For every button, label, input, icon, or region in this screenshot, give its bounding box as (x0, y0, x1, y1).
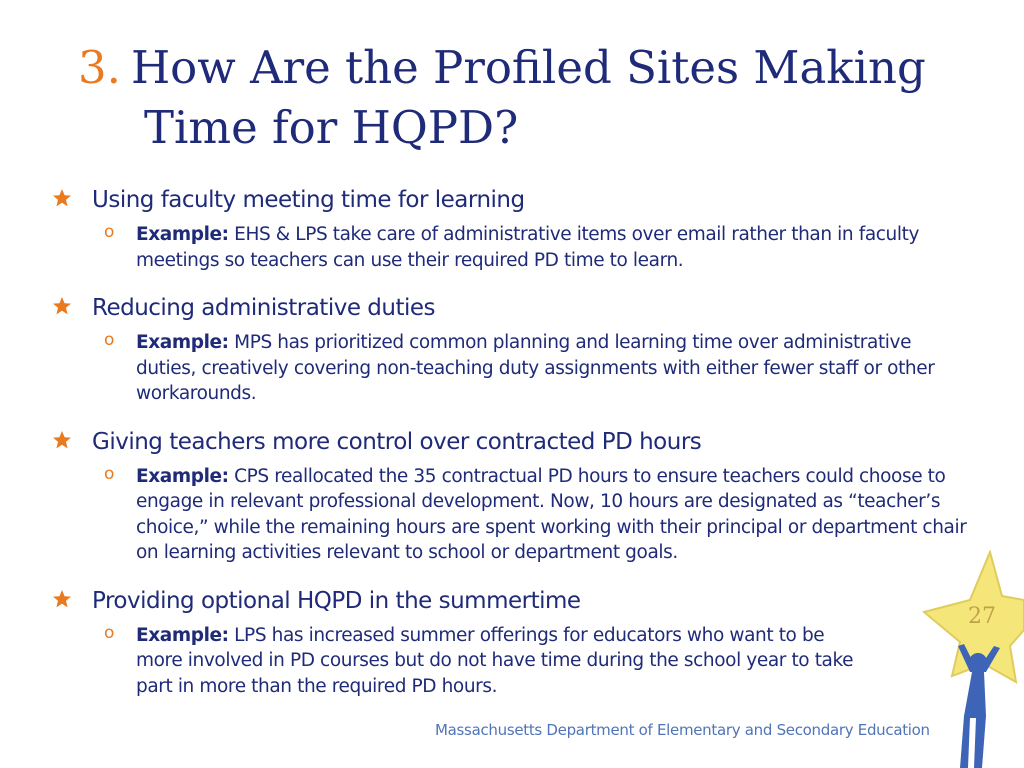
footer-text: Massachusetts Department of Elementary and Secondary Education (435, 721, 930, 739)
star-figure-icon (918, 550, 1024, 768)
example-body: MPS has prioritized common planning and learning time over administrative duties, creatively covering non-teaching duty assignments with either fewer staff or other workarounds. (136, 332, 935, 404)
slide-title (78, 38, 958, 158)
circle-bullet-icon: o (104, 330, 115, 350)
title-line-2: Time for HQPD? (144, 101, 519, 154)
circle-bullet-icon: o (104, 463, 115, 484)
sub-bullet (52, 623, 856, 700)
star-bullet-icon (52, 589, 72, 609)
sub-bullet (52, 464, 972, 566)
bullet-heading: Using faculty meeting time for learning (92, 187, 525, 213)
title-line-1: How Are the Profiled Sites Making (130, 41, 926, 94)
slide-number: 27 (968, 604, 996, 629)
example-text (136, 222, 972, 273)
example-text (136, 623, 856, 700)
circle-bullet-icon: o (104, 222, 115, 242)
star-bullet-icon (52, 188, 72, 208)
bullet-item (52, 292, 972, 407)
bullet-item (52, 426, 972, 566)
star-bullet-icon (52, 296, 72, 316)
circle-bullet-icon: o (104, 622, 115, 643)
example-label: Example: (136, 224, 229, 245)
example-body: CPS reallocated the 35 contractual PD hours to ensure teachers could choose to engage in relevant professional development. Now, 10 hours are designated as “teacher’s choice,” while the remaining hours are spent working with their principal or department chair on learning activities relevant to school or department goals. (136, 465, 967, 563)
example-body: LPS has increased summer offerings for educators who want to be more involved in PD courses but do not have time during the school year to take part in more than the required PD hours. (136, 624, 854, 697)
sub-bullet (52, 330, 972, 407)
bullet-heading: Providing optional HQPD in the summertime (92, 587, 581, 614)
example-text (136, 330, 972, 407)
example-text (136, 464, 972, 566)
example-label: Example: (136, 465, 229, 487)
bullet-item (52, 585, 972, 700)
bullet-list (52, 184, 972, 718)
sub-bullet (52, 222, 972, 273)
bullet-heading: Reducing administrative duties (92, 295, 436, 321)
example-label: Example: (136, 624, 229, 646)
title-number: 3. (78, 41, 121, 94)
bullet-item (52, 184, 972, 273)
bullet-heading: Giving teachers more control over contracted PD hours (92, 428, 702, 455)
example-body: EHS & LPS take care of administrative items over email rather than in faculty meetings so teachers can use their required PD time to learn. (136, 224, 919, 271)
example-label: Example: (136, 332, 229, 353)
star-bullet-icon (52, 430, 72, 450)
